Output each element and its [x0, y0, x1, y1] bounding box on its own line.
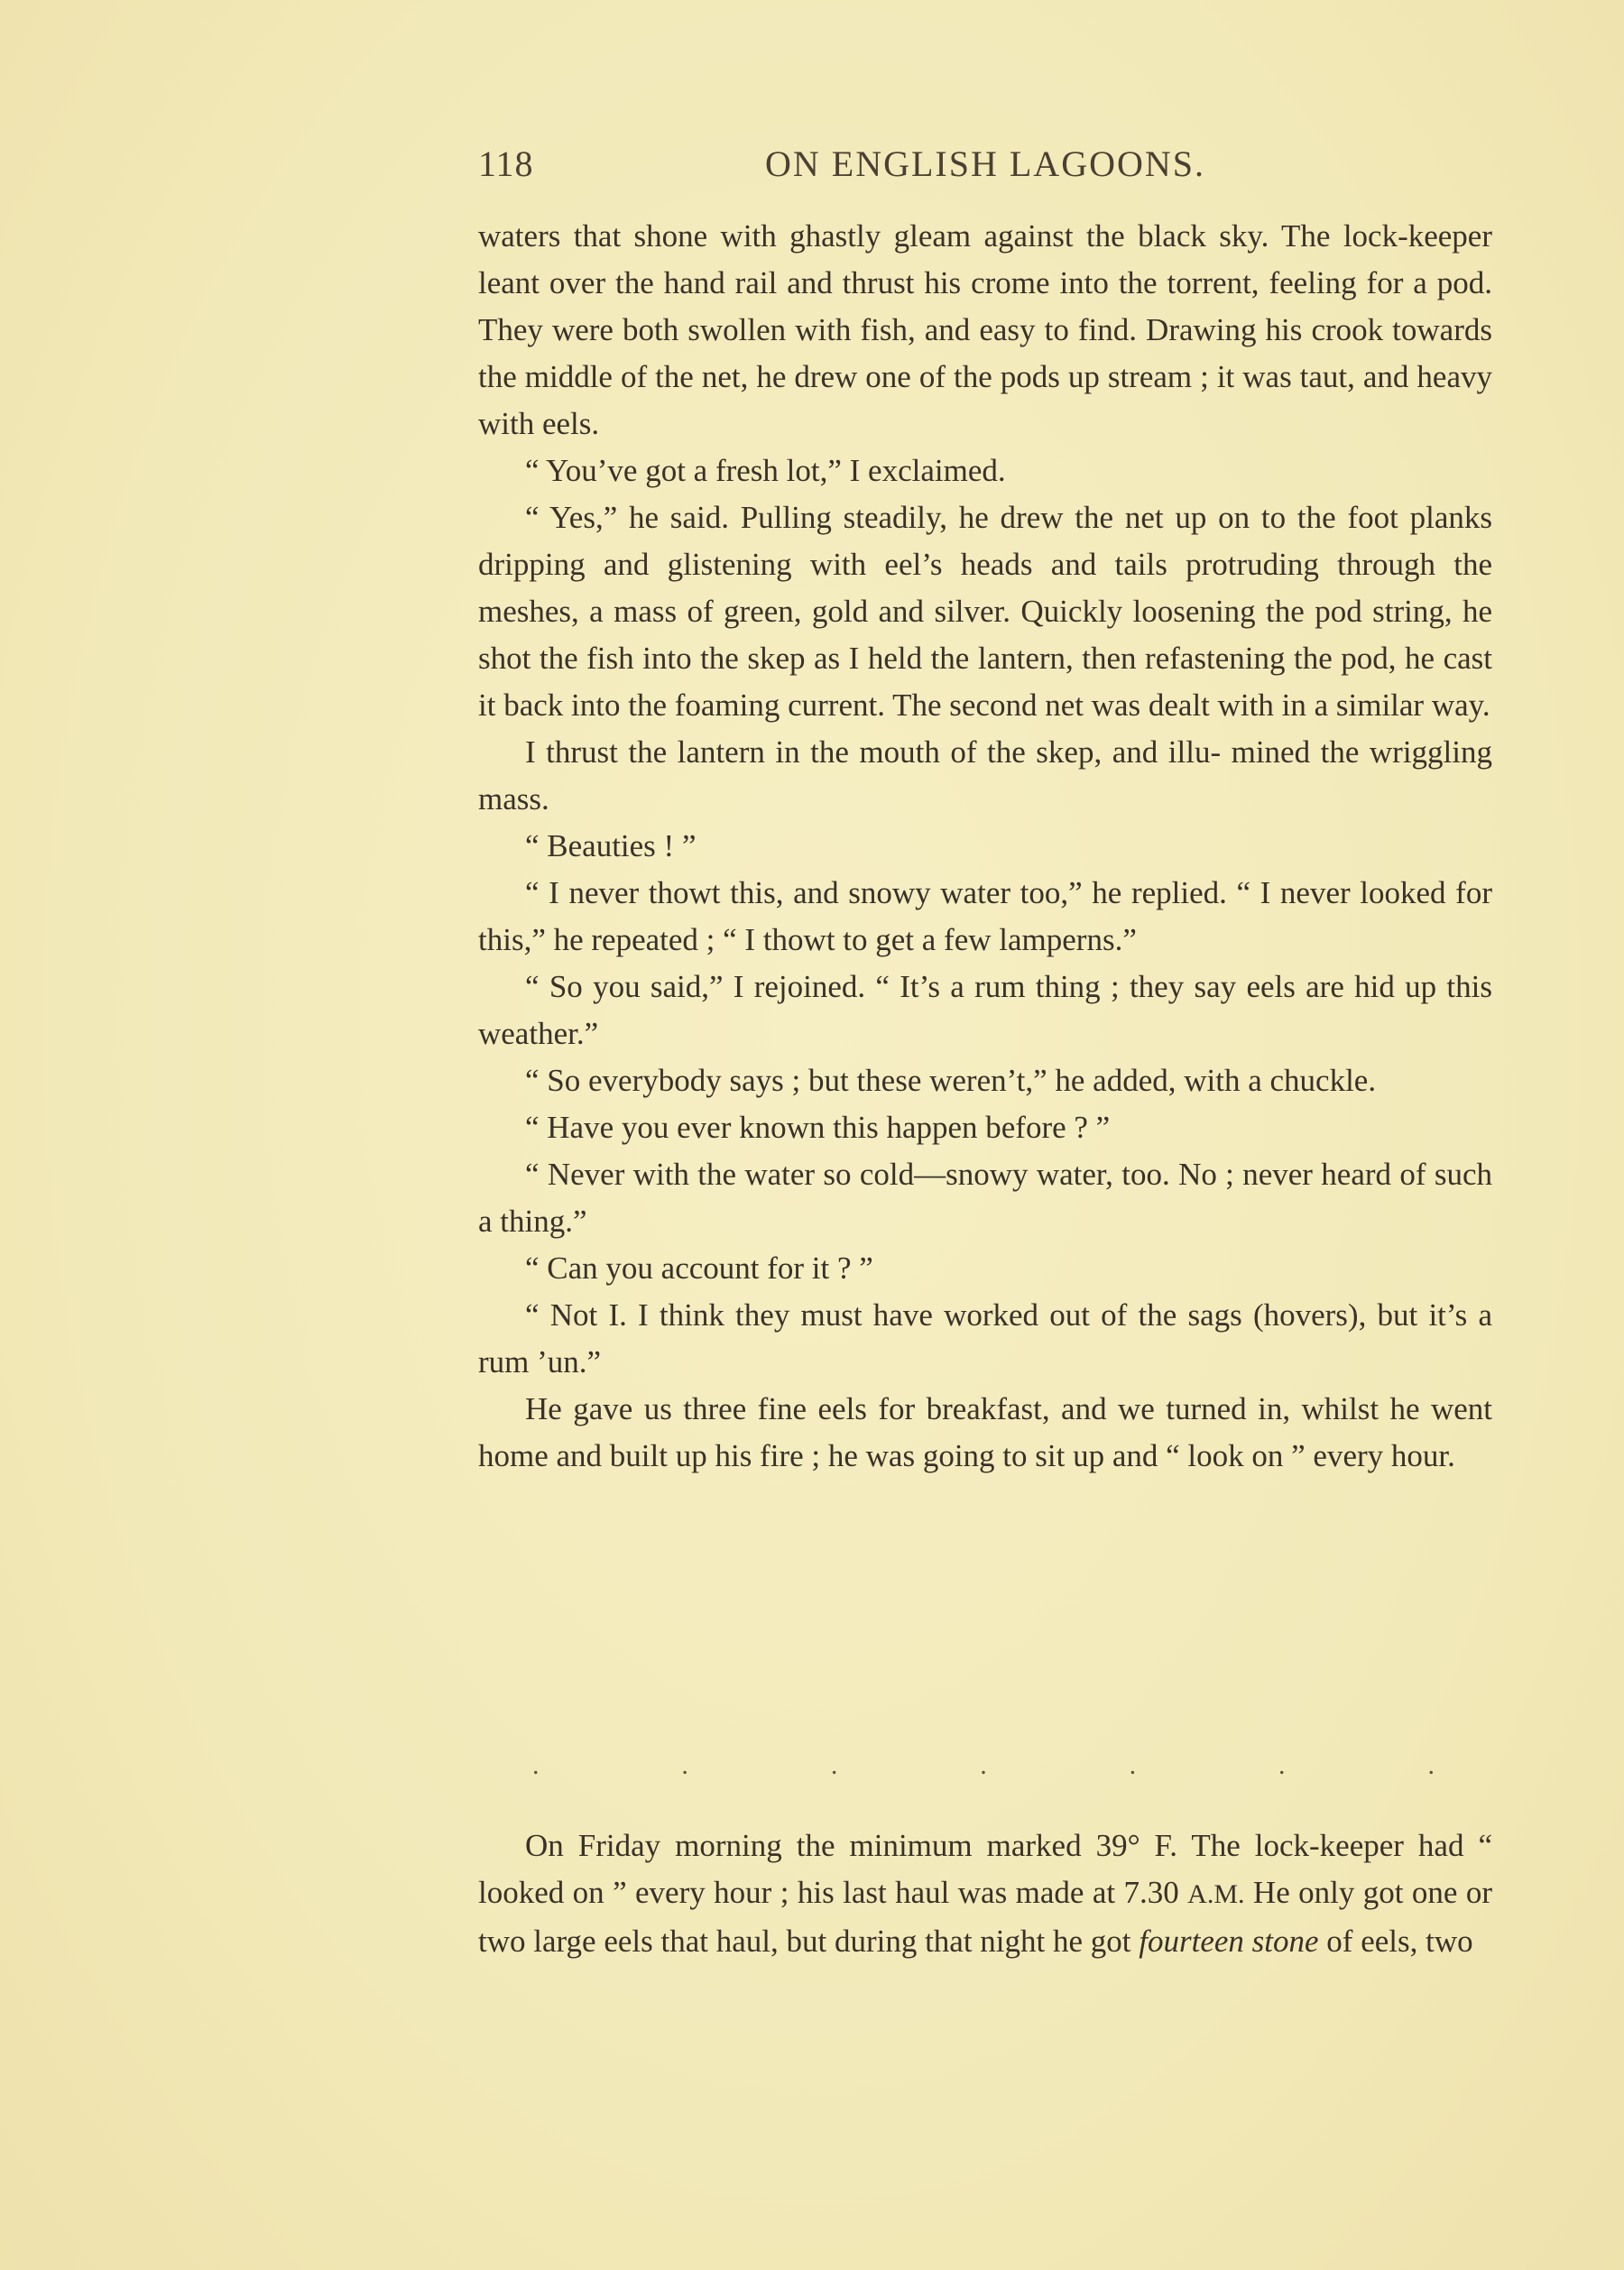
- italic-phrase: fourteen stone: [1139, 1924, 1319, 1959]
- paragraph: “ So everybody says ; but these weren’t,” he added, with a chuckle.: [525, 1063, 1377, 1098]
- page-number: 118: [478, 143, 534, 184]
- section-break-dot: .: [681, 1750, 688, 1780]
- section-break-dot: .: [1129, 1750, 1137, 1780]
- paragraph: “ Beauties ! ”: [525, 828, 697, 863]
- temperature-value: 39° F.: [1095, 1828, 1177, 1863]
- final-section: [478, 1822, 1492, 1965]
- paragraph: He gave us three fine eels for breakfast, and we turned in, whilst he went home and built up his fire ; he was going to sit up and “ look on ” every hour.: [478, 1391, 1492, 1473]
- paragraph: “ You’ve got a fresh lot,” I exclaimed.: [525, 453, 1006, 488]
- page-header: [478, 143, 1492, 197]
- paragraph: “ Not I. I think they must have worked out of the sags (hovers), but it’s a rum ’un.”: [478, 1297, 1492, 1380]
- paragraph: “ I never thowt this, and snowy water too,” he replied. “ I never looked for this,” he repeated ; “ I thowt to get a few lamperns.”: [478, 875, 1492, 957]
- paragraph: “ So you said,” I rejoined. “ It’s a rum thing ; they say eels are hid up this weather.”: [478, 969, 1492, 1051]
- section-break: [532, 1750, 1435, 1781]
- body-text: [478, 213, 1492, 1480]
- section-break-dot: .: [1278, 1750, 1286, 1780]
- text-span: The lock-keeper had “ looked on ” every hour ; his last haul was made at: [478, 1828, 1492, 1910]
- paragraph: I thrust the lantern in the mouth of the skep, and illu- mined the wriggling mass.: [478, 734, 1492, 817]
- paragraph: “ Yes,” he said. Pulling steadily, he drew the net up on to the foot planks dripping and glistening with eel’s heads and tails protruding through the meshes, a mass of green, gold and silver. Quickly loosening the pod string, he shot the fish into the skep as I held the lantern, then refastening the pod, he cast it back into the foaming current. The second net was dealt with in a similar way.: [478, 500, 1492, 723]
- paragraph: “ Have you ever known this happen before ? ”: [525, 1110, 1111, 1145]
- section-break-dot: .: [532, 1750, 540, 1780]
- running-head: ON ENGLISH LAGOONS.: [765, 143, 1205, 184]
- text-span: He only got one or two large eels that haul, but during that night he got: [478, 1875, 1493, 1959]
- paragraph: “ Can you account for it ? ”: [525, 1250, 873, 1286]
- section-break-dot: .: [1427, 1750, 1435, 1780]
- paragraph: waters that shone with ghastly gleam against the black sky. The lock-keeper leant over the hand rail and thrust his crome into the torrent, feeling for a pod. They were both swollen with fish, and easy to find. Drawing his crook towards the middle of the net, he drew one of the pods up stream ; it was taut, and heavy with eels.: [478, 218, 1492, 441]
- section-break-dot: .: [980, 1750, 987, 1780]
- time-suffix: A.M.: [1187, 1879, 1245, 1909]
- text-span: of eels, two: [1318, 1924, 1473, 1959]
- final-paragraph: [478, 1822, 1492, 1965]
- paragraph: “ Never with the water so cold—snowy water, too. No ; never heard of such a thing.”: [478, 1157, 1492, 1239]
- text-span: On Friday morning the minimum marked: [525, 1828, 1096, 1863]
- section-break-dot: .: [830, 1750, 838, 1780]
- time-value: 7.30: [1123, 1875, 1179, 1910]
